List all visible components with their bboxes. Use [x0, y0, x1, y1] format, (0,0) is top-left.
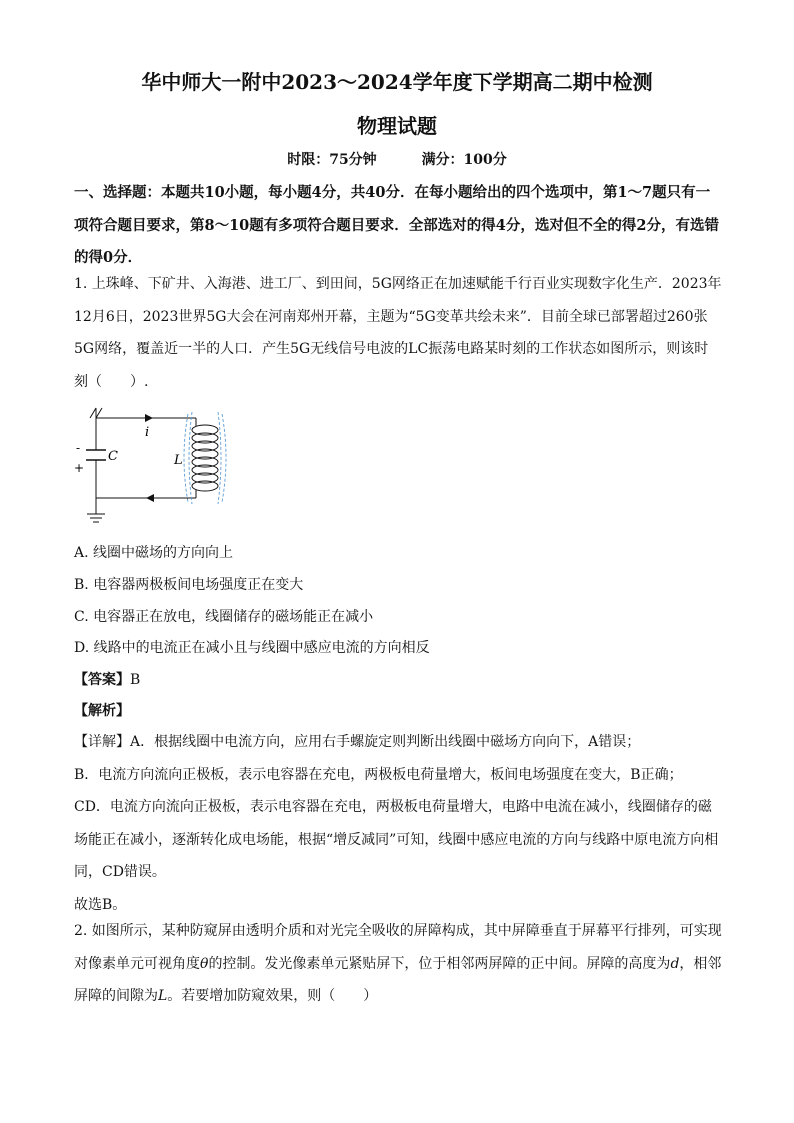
label-minus: - [76, 441, 81, 455]
exam-subtitle: 物理试题 [357, 114, 437, 138]
label-i: i [145, 425, 150, 440]
explanation-conclusion: 故选B。 [74, 896, 127, 913]
field-lines [184, 412, 226, 504]
exam-title: 华中师大一附中2023～2024学年度下学期高二期中检测 [141, 70, 653, 94]
full-score: 满分：100分 [421, 152, 507, 168]
label-plus: + [74, 461, 85, 475]
label-l: L [174, 453, 183, 468]
explanation-block [74, 726, 722, 921]
time-limit: 时限：75分钟 [287, 152, 377, 168]
answer-label: 【答案】 [74, 672, 130, 688]
option-b: B. 电容器两极板间电场强度正在变大 [74, 577, 304, 593]
explanation-label: 【详解】 [74, 734, 130, 750]
answer-value: B [130, 672, 141, 688]
option-d: D. 线路中的电流正在减小且与线圈中感应电流的方向相反 [74, 640, 430, 656]
option-a: A. 线圈中磁场的方向向上 [74, 545, 234, 561]
inductor-coil [192, 425, 218, 491]
current-arrow-right-icon [145, 414, 153, 422]
section-heading: 一、选择题：本题共10小题，每小题4分，共40分．在每小题给出的四个选项中，第1～7题只有一项符合题目要求，第8～10题有多项符合题目要求．全部选对的得4分，选对但不全的得2分，有选错的得0分． [74, 184, 719, 266]
analysis-label: 【解析】 [74, 703, 130, 719]
answer-line [74, 670, 140, 690]
explanation-line-cd: CD．电流方向流向正极板，表示电容器在充电，两极板电荷量增大，电路中电流在减小，线圈储存的磁场能正在减小，逐渐转化成电场能，根据“增反减同”可知，线圈中感应电流的方向与线路中原电流方向相同，CD错误。 [74, 799, 719, 880]
analysis-line [74, 701, 130, 721]
label-c: C [108, 449, 118, 464]
question-1-stem: 1. 上珠峰、下矿井、入海港、进工厂、到田间，5G网络正在加速赋能千行百业实现数字化生产．2023年12月6日，2023世界5G大会在河南郑州开幕，主题为“5G变革共绘未来”．目前全球已部署超过260张5G网络，覆盖近一半的人口．产生5G无线信号电波的LC振荡电路某时刻的工作状态如图所示，则该时刻（ ）. [74, 276, 722, 390]
current-arrow-left-icon [146, 494, 154, 502]
exam-meta [0, 150, 794, 170]
option-c: C. 电容器正在放电，线圈储存的磁场能正在减小 [74, 609, 374, 625]
explanation-line-b: B．电流方向流向正极板，表示电容器在充电，两极板电荷量增大，板间电场强度在变大，B正确； [74, 766, 683, 783]
lc-circuit-figure [72, 402, 232, 530]
explanation-line-a: 【详解】A．根据线圈中电流方向，应用右手螺旋定则判断出线圈中磁场方向向下，A错误； [74, 734, 641, 750]
question-2-stem: 2. 如图所示，某种防窥屏由透明介质和对光完全吸收的屏障构成，其中屏障垂直于屏幕平行排列，可实现对像素单元可视角度θ的控制。发光像素单元紧贴屏下，位于相邻两屏障的正中间。屏障的高度为d，相邻屏障的间隙为L。若要增加防窥效果，则（ ） [74, 923, 722, 1004]
